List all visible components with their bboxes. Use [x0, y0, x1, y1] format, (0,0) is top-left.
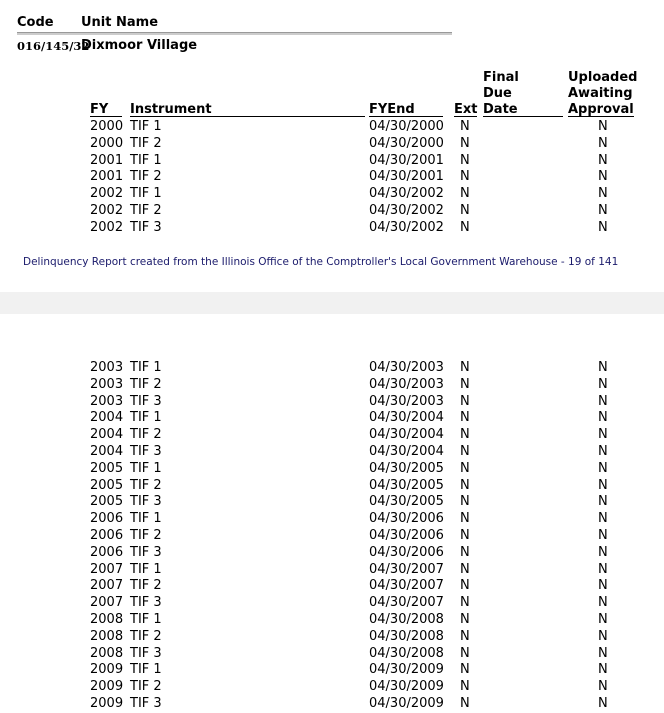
cell-fyend: 04/30/2004 — [369, 427, 444, 443]
page1-table-body — [0, 119, 664, 237]
cell-fy: 2006 — [90, 511, 124, 527]
cell-instrument: TIF 3 — [130, 219, 162, 235]
cell-ext: N — [460, 443, 470, 459]
cell-uploaded: N — [598, 544, 608, 560]
cell-fyend: 04/30/2003 — [369, 376, 444, 392]
cell-fy: 2004 — [90, 410, 124, 426]
cell-uploaded: N — [598, 595, 608, 611]
cell-uploaded: N — [598, 494, 608, 510]
table-row — [0, 511, 664, 528]
table-row — [0, 377, 664, 394]
cell-fy: 2005 — [90, 477, 124, 493]
cell-ext: N — [460, 219, 470, 235]
cell-instrument: TIF 1 — [130, 460, 162, 476]
cell-fy: 2001 — [90, 169, 124, 185]
cell-fyend: 04/30/2000 — [369, 135, 444, 151]
cell-uploaded: N — [598, 511, 608, 527]
cell-uploaded: N — [598, 527, 608, 543]
cell-instrument: TIF 1 — [130, 360, 162, 375]
cell-fy: 2004 — [90, 427, 124, 443]
cell-uploaded: N — [598, 578, 608, 594]
cell-ext: N — [460, 527, 470, 543]
cell-uploaded: N — [598, 410, 608, 426]
cell-fyend: 04/30/2009 — [369, 679, 444, 695]
column-header-uploaded-awaiting-approval — [568, 70, 637, 118]
column-header-ext — [454, 102, 477, 118]
cell-uploaded: N — [598, 460, 608, 476]
header-divider — [17, 32, 452, 35]
cell-uploaded: N — [598, 169, 608, 185]
uploaded-line1: Uploaded — [568, 70, 638, 85]
cell-fyend: 04/30/2004 — [369, 410, 444, 426]
cell-fyend: 04/30/2008 — [369, 628, 444, 644]
cell-fyend: 04/30/2008 — [369, 611, 444, 627]
cell-fy: 2005 — [90, 460, 124, 476]
cell-ext: N — [460, 186, 470, 202]
cell-uploaded: N — [598, 202, 608, 218]
cell-uploaded: N — [598, 376, 608, 392]
cell-fy: 2003 — [90, 393, 124, 409]
cell-ext: N — [460, 595, 470, 611]
cell-instrument: TIF 1 — [130, 152, 162, 168]
cell-instrument: TIF 2 — [130, 578, 162, 594]
cell-ext: N — [460, 645, 470, 661]
unit-name-column-label: Unit Name — [81, 15, 159, 30]
table-row — [0, 578, 664, 595]
cell-fy: 2009 — [90, 679, 124, 695]
cell-fy: 2009 — [90, 662, 124, 678]
cell-fy: 2007 — [90, 561, 124, 577]
cell-fyend: 04/30/2007 — [369, 578, 444, 594]
cell-uploaded: N — [598, 186, 608, 202]
cell-fyend: 04/30/2005 — [369, 494, 444, 510]
table-row — [0, 220, 664, 237]
cell-instrument: TIF 1 — [130, 662, 162, 678]
cell-ext: N — [460, 662, 470, 678]
cell-instrument: TIF 3 — [130, 645, 162, 661]
cell-fy: 2002 — [90, 202, 124, 218]
cell-ext: N — [460, 695, 470, 711]
uploaded-line2: Awaiting — [568, 86, 633, 101]
cell-ext: N — [460, 544, 470, 560]
page-separator — [0, 292, 664, 314]
cell-ext: N — [460, 410, 470, 426]
cell-ext: N — [460, 376, 470, 392]
column-header-final-due-date — [483, 70, 563, 118]
cell-uploaded: N — [598, 662, 608, 678]
cell-fy: 2002 — [90, 186, 124, 202]
cell-ext: N — [460, 119, 470, 134]
cell-uploaded: N — [598, 628, 608, 644]
table-row — [0, 478, 664, 495]
table-row — [0, 545, 664, 562]
table-row — [0, 696, 664, 713]
cell-fy: 2007 — [90, 595, 124, 611]
cell-uploaded: N — [598, 135, 608, 151]
cell-instrument: TIF 3 — [130, 595, 162, 611]
table-row — [0, 394, 664, 411]
cell-fyend: 04/30/2001 — [369, 152, 444, 168]
cell-ext: N — [460, 169, 470, 185]
cell-instrument: TIF 1 — [130, 611, 162, 627]
cell-instrument: TIF 3 — [130, 695, 162, 711]
cell-fy: 2002 — [90, 219, 124, 235]
cell-ext: N — [460, 511, 470, 527]
cell-fy: 2006 — [90, 544, 124, 560]
table-row — [0, 360, 664, 377]
cell-fy: 2008 — [90, 628, 124, 644]
table-row — [0, 629, 664, 646]
cell-instrument: TIF 3 — [130, 443, 162, 459]
uploaded-line3: Approval — [568, 102, 634, 117]
cell-fyend: 04/30/2001 — [369, 169, 444, 185]
cell-ext: N — [460, 611, 470, 627]
cell-fyend: 04/30/2003 — [369, 360, 444, 375]
table-row — [0, 153, 664, 170]
cell-instrument: TIF 2 — [130, 135, 162, 151]
cell-uploaded: N — [598, 393, 608, 409]
cell-uploaded: N — [598, 360, 608, 375]
table-row — [0, 136, 664, 153]
table-row — [0, 203, 664, 220]
cell-fy: 2008 — [90, 611, 124, 627]
cell-fy: 2009 — [90, 695, 124, 711]
cell-ext: N — [460, 494, 470, 510]
cell-fyend: 04/30/2002 — [369, 219, 444, 235]
table-row — [0, 427, 664, 444]
cell-fyend: 04/30/2006 — [369, 511, 444, 527]
table-row — [0, 679, 664, 696]
cell-uploaded: N — [598, 427, 608, 443]
cell-ext: N — [460, 628, 470, 644]
cell-uploaded: N — [598, 443, 608, 459]
cell-fyend: 04/30/2007 — [369, 595, 444, 611]
table-row — [0, 186, 664, 203]
cell-instrument: TIF 1 — [130, 119, 162, 134]
cell-fy: 2006 — [90, 527, 124, 543]
fy-label: FY — [90, 103, 122, 117]
cell-ext: N — [460, 561, 470, 577]
table-row — [0, 612, 664, 629]
table-row — [0, 169, 664, 186]
cell-ext: N — [460, 460, 470, 476]
table-row — [0, 461, 664, 478]
final-due-line2: Due — [483, 86, 512, 101]
report-footer: Delinquency Report created from the Illinois Office of the Comptroller's Local Government Warehouse - 19 of 141 — [23, 256, 619, 268]
cell-uploaded: N — [598, 695, 608, 711]
cell-fyend: 04/30/2003 — [369, 393, 444, 409]
cell-fy: 2008 — [90, 645, 124, 661]
cell-fy: 2003 — [90, 376, 124, 392]
cell-ext: N — [460, 679, 470, 695]
final-due-line3: Date — [483, 103, 563, 117]
cell-instrument: TIF 2 — [130, 628, 162, 644]
cell-instrument: TIF 1 — [130, 511, 162, 527]
page2-table-body — [0, 360, 664, 713]
fyend-label: FYEnd — [369, 103, 443, 117]
cell-fyend: 04/30/2004 — [369, 443, 444, 459]
cell-instrument: TIF 2 — [130, 477, 162, 493]
cell-ext: N — [460, 477, 470, 493]
cell-uploaded: N — [598, 477, 608, 493]
cell-instrument: TIF 1 — [130, 186, 162, 202]
cell-ext: N — [460, 360, 470, 375]
final-due-line1: Final — [483, 70, 519, 85]
cell-instrument: TIF 2 — [130, 202, 162, 218]
cell-instrument: TIF 2 — [130, 376, 162, 392]
cell-uploaded: N — [598, 152, 608, 168]
cell-fy: 2007 — [90, 578, 124, 594]
column-header-instrument — [130, 102, 365, 118]
unit-code: 016/145/32 — [17, 39, 90, 53]
cell-uploaded: N — [598, 119, 608, 134]
cell-ext: N — [460, 135, 470, 151]
cell-fyend: 04/30/2009 — [369, 662, 444, 678]
cell-uploaded: N — [598, 561, 608, 577]
cell-fy: 2000 — [90, 119, 124, 134]
cell-fyend: 04/30/2008 — [369, 645, 444, 661]
cell-fyend: 04/30/2006 — [369, 544, 444, 560]
cell-ext: N — [460, 202, 470, 218]
column-header-fy — [90, 102, 122, 118]
table-row — [0, 595, 664, 612]
table-row — [0, 410, 664, 427]
cell-fyend: 04/30/2002 — [369, 202, 444, 218]
cell-instrument: TIF 3 — [130, 544, 162, 560]
cell-ext: N — [460, 393, 470, 409]
cell-ext: N — [460, 152, 470, 168]
cell-fyend: 04/30/2006 — [369, 527, 444, 543]
cell-instrument: TIF 2 — [130, 679, 162, 695]
cell-fyend: 04/30/2005 — [369, 477, 444, 493]
column-header-fyend — [369, 102, 443, 118]
table-row — [0, 119, 664, 136]
cell-uploaded: N — [598, 611, 608, 627]
table-row — [0, 528, 664, 545]
cell-instrument: TIF 2 — [130, 527, 162, 543]
cell-uploaded: N — [598, 219, 608, 235]
code-column-label: Code — [17, 15, 54, 30]
table-row — [0, 562, 664, 579]
table-row — [0, 646, 664, 663]
table-row — [0, 662, 664, 679]
cell-fyend: 04/30/2009 — [369, 695, 444, 711]
cell-fy: 2004 — [90, 443, 124, 459]
cell-fy: 2000 — [90, 135, 124, 151]
cell-instrument: TIF 3 — [130, 494, 162, 510]
cell-fyend: 04/30/2007 — [369, 561, 444, 577]
cell-instrument: TIF 1 — [130, 561, 162, 577]
instrument-label: Instrument — [130, 103, 365, 117]
cell-fyend: 04/30/2000 — [369, 119, 444, 134]
cell-fy: 2001 — [90, 152, 124, 168]
cell-instrument: TIF 2 — [130, 169, 162, 185]
table-row — [0, 494, 664, 511]
cell-uploaded: N — [598, 645, 608, 661]
cell-instrument: TIF 2 — [130, 427, 162, 443]
cell-ext: N — [460, 578, 470, 594]
table-row — [0, 444, 664, 461]
cell-instrument: TIF 3 — [130, 393, 162, 409]
cell-fyend: 04/30/2005 — [369, 460, 444, 476]
cell-ext: N — [460, 427, 470, 443]
cell-fy: 2003 — [90, 360, 124, 375]
ext-label: Ext — [454, 102, 478, 117]
cell-instrument: TIF 1 — [130, 410, 162, 426]
cell-fyend: 04/30/2002 — [369, 186, 444, 202]
cell-uploaded: N — [598, 679, 608, 695]
cell-fy: 2005 — [90, 494, 124, 510]
unit-name: Dixmoor Village — [81, 38, 198, 53]
